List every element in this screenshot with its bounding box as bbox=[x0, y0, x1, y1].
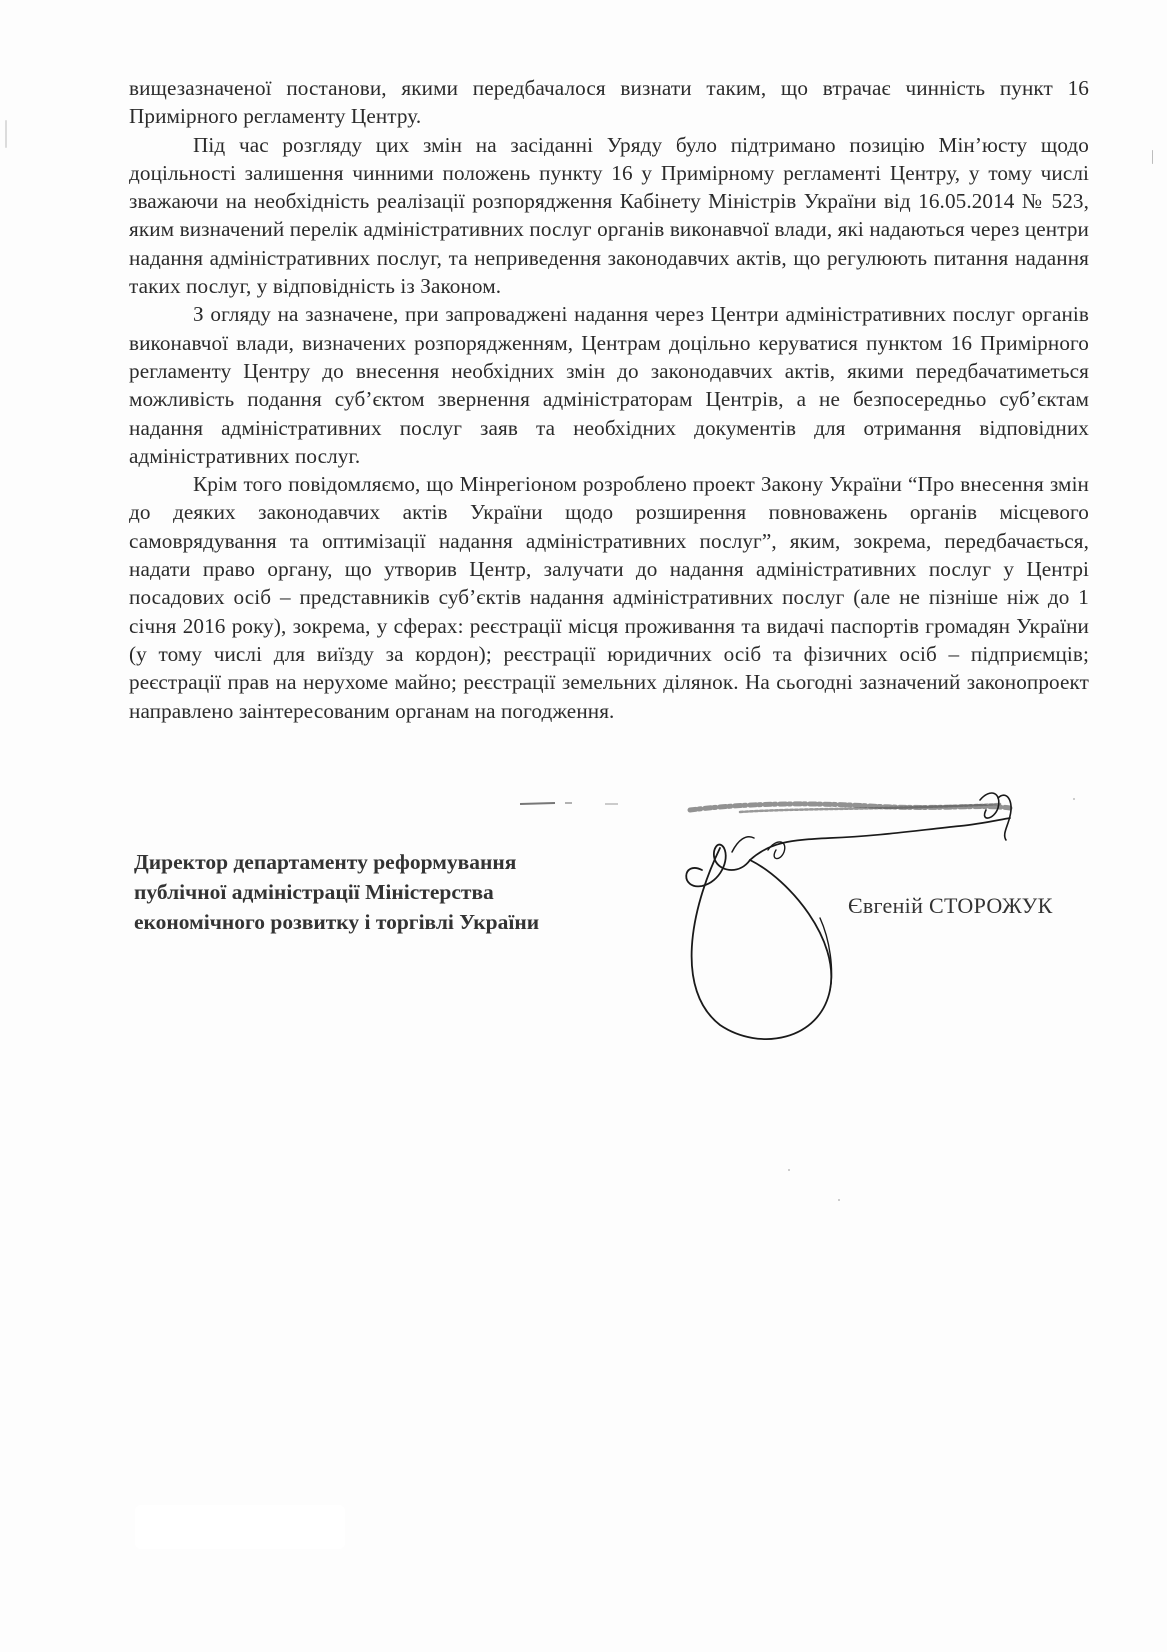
scan-speck bbox=[1073, 798, 1075, 800]
paragraph-3: З огляду на зазначене, при запроваджені надання через Центри адміністративних послуг органів виконавчої влади, визначених розпорядженням, Центрам доцільно керуватися пунктом 16 Примірного регламенту Центру до внесення необхідних змін до законодавчих актів, якими передбачатиметься можливість подання суб’єктом звернення адміністраторам Центрів, а не безпосередньо суб’єктам надання адміністративних послуг заяв та необхідних документів для отримання відповідних адміністративних послуг. bbox=[129, 302, 1089, 468]
scan-speck bbox=[838, 1199, 840, 1201]
position-line-3: економічного розвитку і торгівлі України bbox=[134, 910, 540, 934]
signer-name: Євгеній СТОРОЖУК bbox=[848, 893, 1053, 918]
paragraph-1: вищезазначеної постанови, якими передбачалося визнати таким, що втрачає чинність пункт 16 Примірного регламенту Центру. bbox=[129, 76, 1089, 129]
position-line-1: Директор департаменту реформування bbox=[134, 850, 517, 874]
paragraph-2: Під час розгляду цих змін на засіданні Уряду було підтримано позицію Мін’юсту щодо доцільності залишення чинними положень пункту 16 у Примірному регламенті Центру, у тому числі зважаючи на необхідність реалізації розпорядження Кабінету Міністрів України від 16.05.2014 № 523, яким визначений перелік адміністративних послуг органів виконавчої влади, які надаються через центри надання адміністративних послуг, та неприведення законодавчих актів, що регулюють питання надання таких послуг, у відповідність із Законом. bbox=[129, 132, 1089, 299]
handwritten-signature bbox=[680, 790, 1100, 1090]
letter-body bbox=[129, 74, 1089, 725]
scan-speck bbox=[5, 120, 7, 148]
scan-speck bbox=[788, 1169, 790, 1171]
position-line-2: публічної адміністрації Міністерства bbox=[134, 880, 494, 904]
scan-dash-marks bbox=[480, 798, 680, 810]
signatory-position bbox=[134, 847, 654, 937]
redacted-area bbox=[135, 1505, 345, 1549]
scan-speck bbox=[1152, 150, 1153, 164]
paragraph-4: Крім того повідомляємо, що Мінрегіоном розроблено проект Закону України “Про внесення змін до деяких законодавчих актів України щодо розширення повноважень органів місцевого самоврядування та оптимізації надання адміністративних послуг”, яким, зокрема, передбачається, надати право органу, що утворив Центр, залучати до надання адміністративних послуг у Центрі посадових осіб – представників суб’єктів надання адміністративних послуг (але не пізніше ніж до 1 січня 2016 року), зокрема, у сферах: реєстрації місця проживання та видачі паспортів громадян України (у тому числі для виїзду за кордон); реєстрації юридичних осіб та фізичних осіб – підприємців; реєстрації прав на нерухоме майно; реєстрації земельних ділянок. На сьогодні зазначений законопроект направлено заінтересованим органам на погодження. bbox=[129, 472, 1089, 723]
